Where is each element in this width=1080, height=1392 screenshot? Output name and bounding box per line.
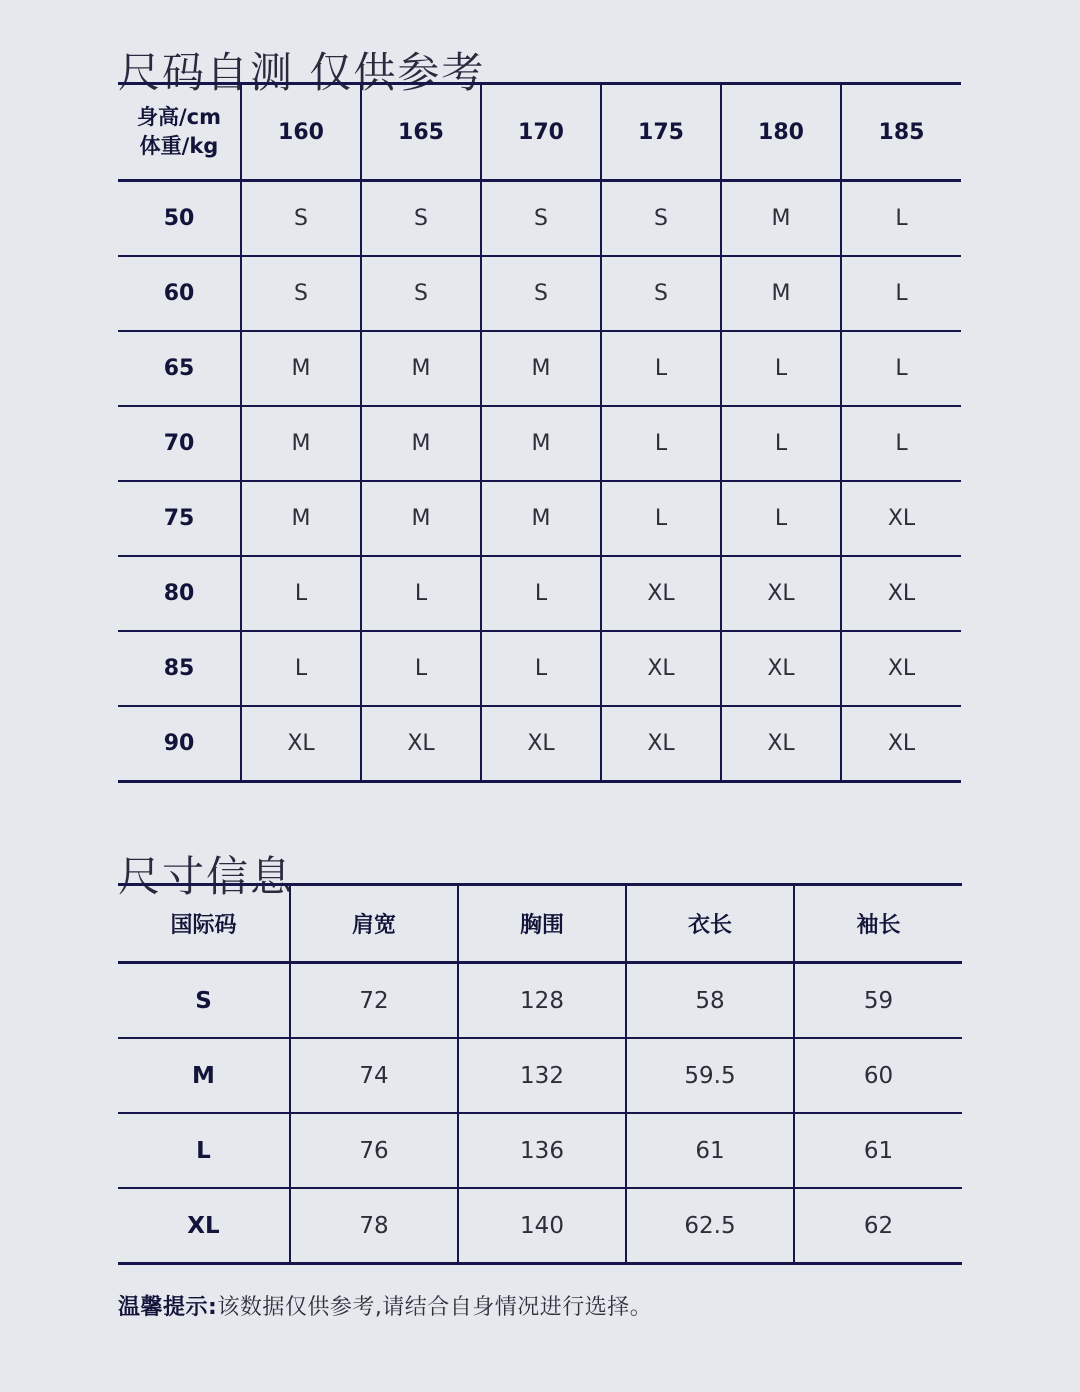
- size-code-cell: M: [118, 1038, 290, 1113]
- column-header: 衣长: [626, 885, 794, 963]
- measurement-cell: 62.5: [626, 1188, 794, 1264]
- table-row: [118, 181, 961, 257]
- size-cell: M: [241, 331, 361, 406]
- size-cell: L: [841, 331, 961, 406]
- size-cell: M: [241, 481, 361, 556]
- weight-cell: 90: [118, 706, 241, 782]
- tip-label: 温馨提示:: [118, 1295, 218, 1320]
- size-cell: L: [241, 631, 361, 706]
- size-cell: M: [361, 406, 481, 481]
- height-header: 170: [481, 84, 601, 181]
- size-cell: M: [481, 406, 601, 481]
- size-info-table: [118, 883, 962, 1265]
- size-cell: XL: [241, 706, 361, 782]
- column-header: 袖长: [794, 885, 962, 963]
- measurement-cell: 59.5: [626, 1038, 794, 1113]
- weight-cell: 75: [118, 481, 241, 556]
- measurement-cell: 72: [290, 963, 458, 1039]
- height-header: 160: [241, 84, 361, 181]
- size-cell: S: [241, 256, 361, 331]
- weight-cell: 65: [118, 331, 241, 406]
- weight-cell: 85: [118, 631, 241, 706]
- size-cell: XL: [841, 631, 961, 706]
- measurement-cell: 61: [626, 1113, 794, 1188]
- table-row: [118, 1038, 962, 1113]
- size-cell: S: [241, 181, 361, 257]
- table-row: [118, 256, 961, 331]
- size-code-cell: S: [118, 963, 290, 1039]
- size-cell: L: [721, 406, 841, 481]
- size-info-title: 尺寸信息: [118, 852, 295, 902]
- size-test-header-row: [118, 84, 961, 181]
- table-row: [118, 631, 961, 706]
- size-cell: M: [721, 181, 841, 257]
- size-cell: XL: [841, 481, 961, 556]
- size-info-header-row: [118, 885, 962, 963]
- size-test-title: 尺码自测 仅供参考: [118, 48, 486, 98]
- size-cell: S: [601, 256, 721, 331]
- weight-cell: 60: [118, 256, 241, 331]
- size-cell: XL: [841, 706, 961, 782]
- measurement-cell: 78: [290, 1188, 458, 1264]
- tip-text: 该数据仅供参考,请结合自身情况进行选择。: [217, 1295, 653, 1320]
- size-cell: L: [601, 331, 721, 406]
- column-header: 国际码: [118, 885, 290, 963]
- height-header: 185: [841, 84, 961, 181]
- size-cell: L: [241, 556, 361, 631]
- table-row: [118, 1113, 962, 1188]
- size-cell: S: [601, 181, 721, 257]
- size-cell: L: [841, 406, 961, 481]
- weight-cell: 70: [118, 406, 241, 481]
- size-cell: M: [721, 256, 841, 331]
- table-row: [118, 1188, 962, 1264]
- size-cell: L: [361, 556, 481, 631]
- size-cell: L: [361, 631, 481, 706]
- size-cell: L: [601, 406, 721, 481]
- size-cell: XL: [721, 556, 841, 631]
- size-cell: M: [481, 481, 601, 556]
- weight-cell: 80: [118, 556, 241, 631]
- table-row: [118, 406, 961, 481]
- height-header: 180: [721, 84, 841, 181]
- size-cell: S: [481, 256, 601, 331]
- size-cell: S: [361, 181, 481, 257]
- height-axis-label: 身高/cm: [137, 105, 221, 129]
- size-cell: M: [481, 331, 601, 406]
- size-cell: XL: [361, 706, 481, 782]
- corner-header: [118, 84, 241, 181]
- measurement-cell: 76: [290, 1113, 458, 1188]
- measurement-cell: 74: [290, 1038, 458, 1113]
- measurement-cell: 59: [794, 963, 962, 1039]
- column-header: 肩宽: [290, 885, 458, 963]
- table-row: [118, 556, 961, 631]
- height-header: 175: [601, 84, 721, 181]
- size-code-cell: L: [118, 1113, 290, 1188]
- size-cell: XL: [721, 631, 841, 706]
- size-cell: XL: [601, 706, 721, 782]
- measurement-cell: 61: [794, 1113, 962, 1188]
- size-cell: M: [361, 481, 481, 556]
- weight-axis-label: 体重/kg: [139, 134, 219, 158]
- measurement-cell: 58: [626, 963, 794, 1039]
- size-cell: L: [721, 481, 841, 556]
- measurement-cell: 128: [458, 963, 626, 1039]
- size-cell: M: [361, 331, 481, 406]
- table-row: [118, 706, 961, 782]
- size-cell: L: [841, 181, 961, 257]
- measurement-cell: 62: [794, 1188, 962, 1264]
- tip-note: [118, 1290, 652, 1321]
- table-row: [118, 481, 961, 556]
- size-test-table: [118, 82, 961, 783]
- size-cell: M: [241, 406, 361, 481]
- size-cell: L: [841, 256, 961, 331]
- table-row: [118, 963, 962, 1039]
- measurement-cell: 60: [794, 1038, 962, 1113]
- measurement-cell: 136: [458, 1113, 626, 1188]
- size-code-cell: XL: [118, 1188, 290, 1264]
- table-row: [118, 331, 961, 406]
- size-cell: S: [361, 256, 481, 331]
- measurement-cell: 132: [458, 1038, 626, 1113]
- size-cell: L: [481, 556, 601, 631]
- size-cell: XL: [481, 706, 601, 782]
- size-cell: XL: [841, 556, 961, 631]
- size-cell: XL: [601, 556, 721, 631]
- size-cell: S: [481, 181, 601, 257]
- size-cell: XL: [721, 706, 841, 782]
- height-header: 165: [361, 84, 481, 181]
- measurement-cell: 140: [458, 1188, 626, 1264]
- size-cell: L: [601, 481, 721, 556]
- size-cell: L: [721, 331, 841, 406]
- weight-cell: 50: [118, 181, 241, 257]
- size-cell: XL: [601, 631, 721, 706]
- size-cell: L: [481, 631, 601, 706]
- column-header: 胸围: [458, 885, 626, 963]
